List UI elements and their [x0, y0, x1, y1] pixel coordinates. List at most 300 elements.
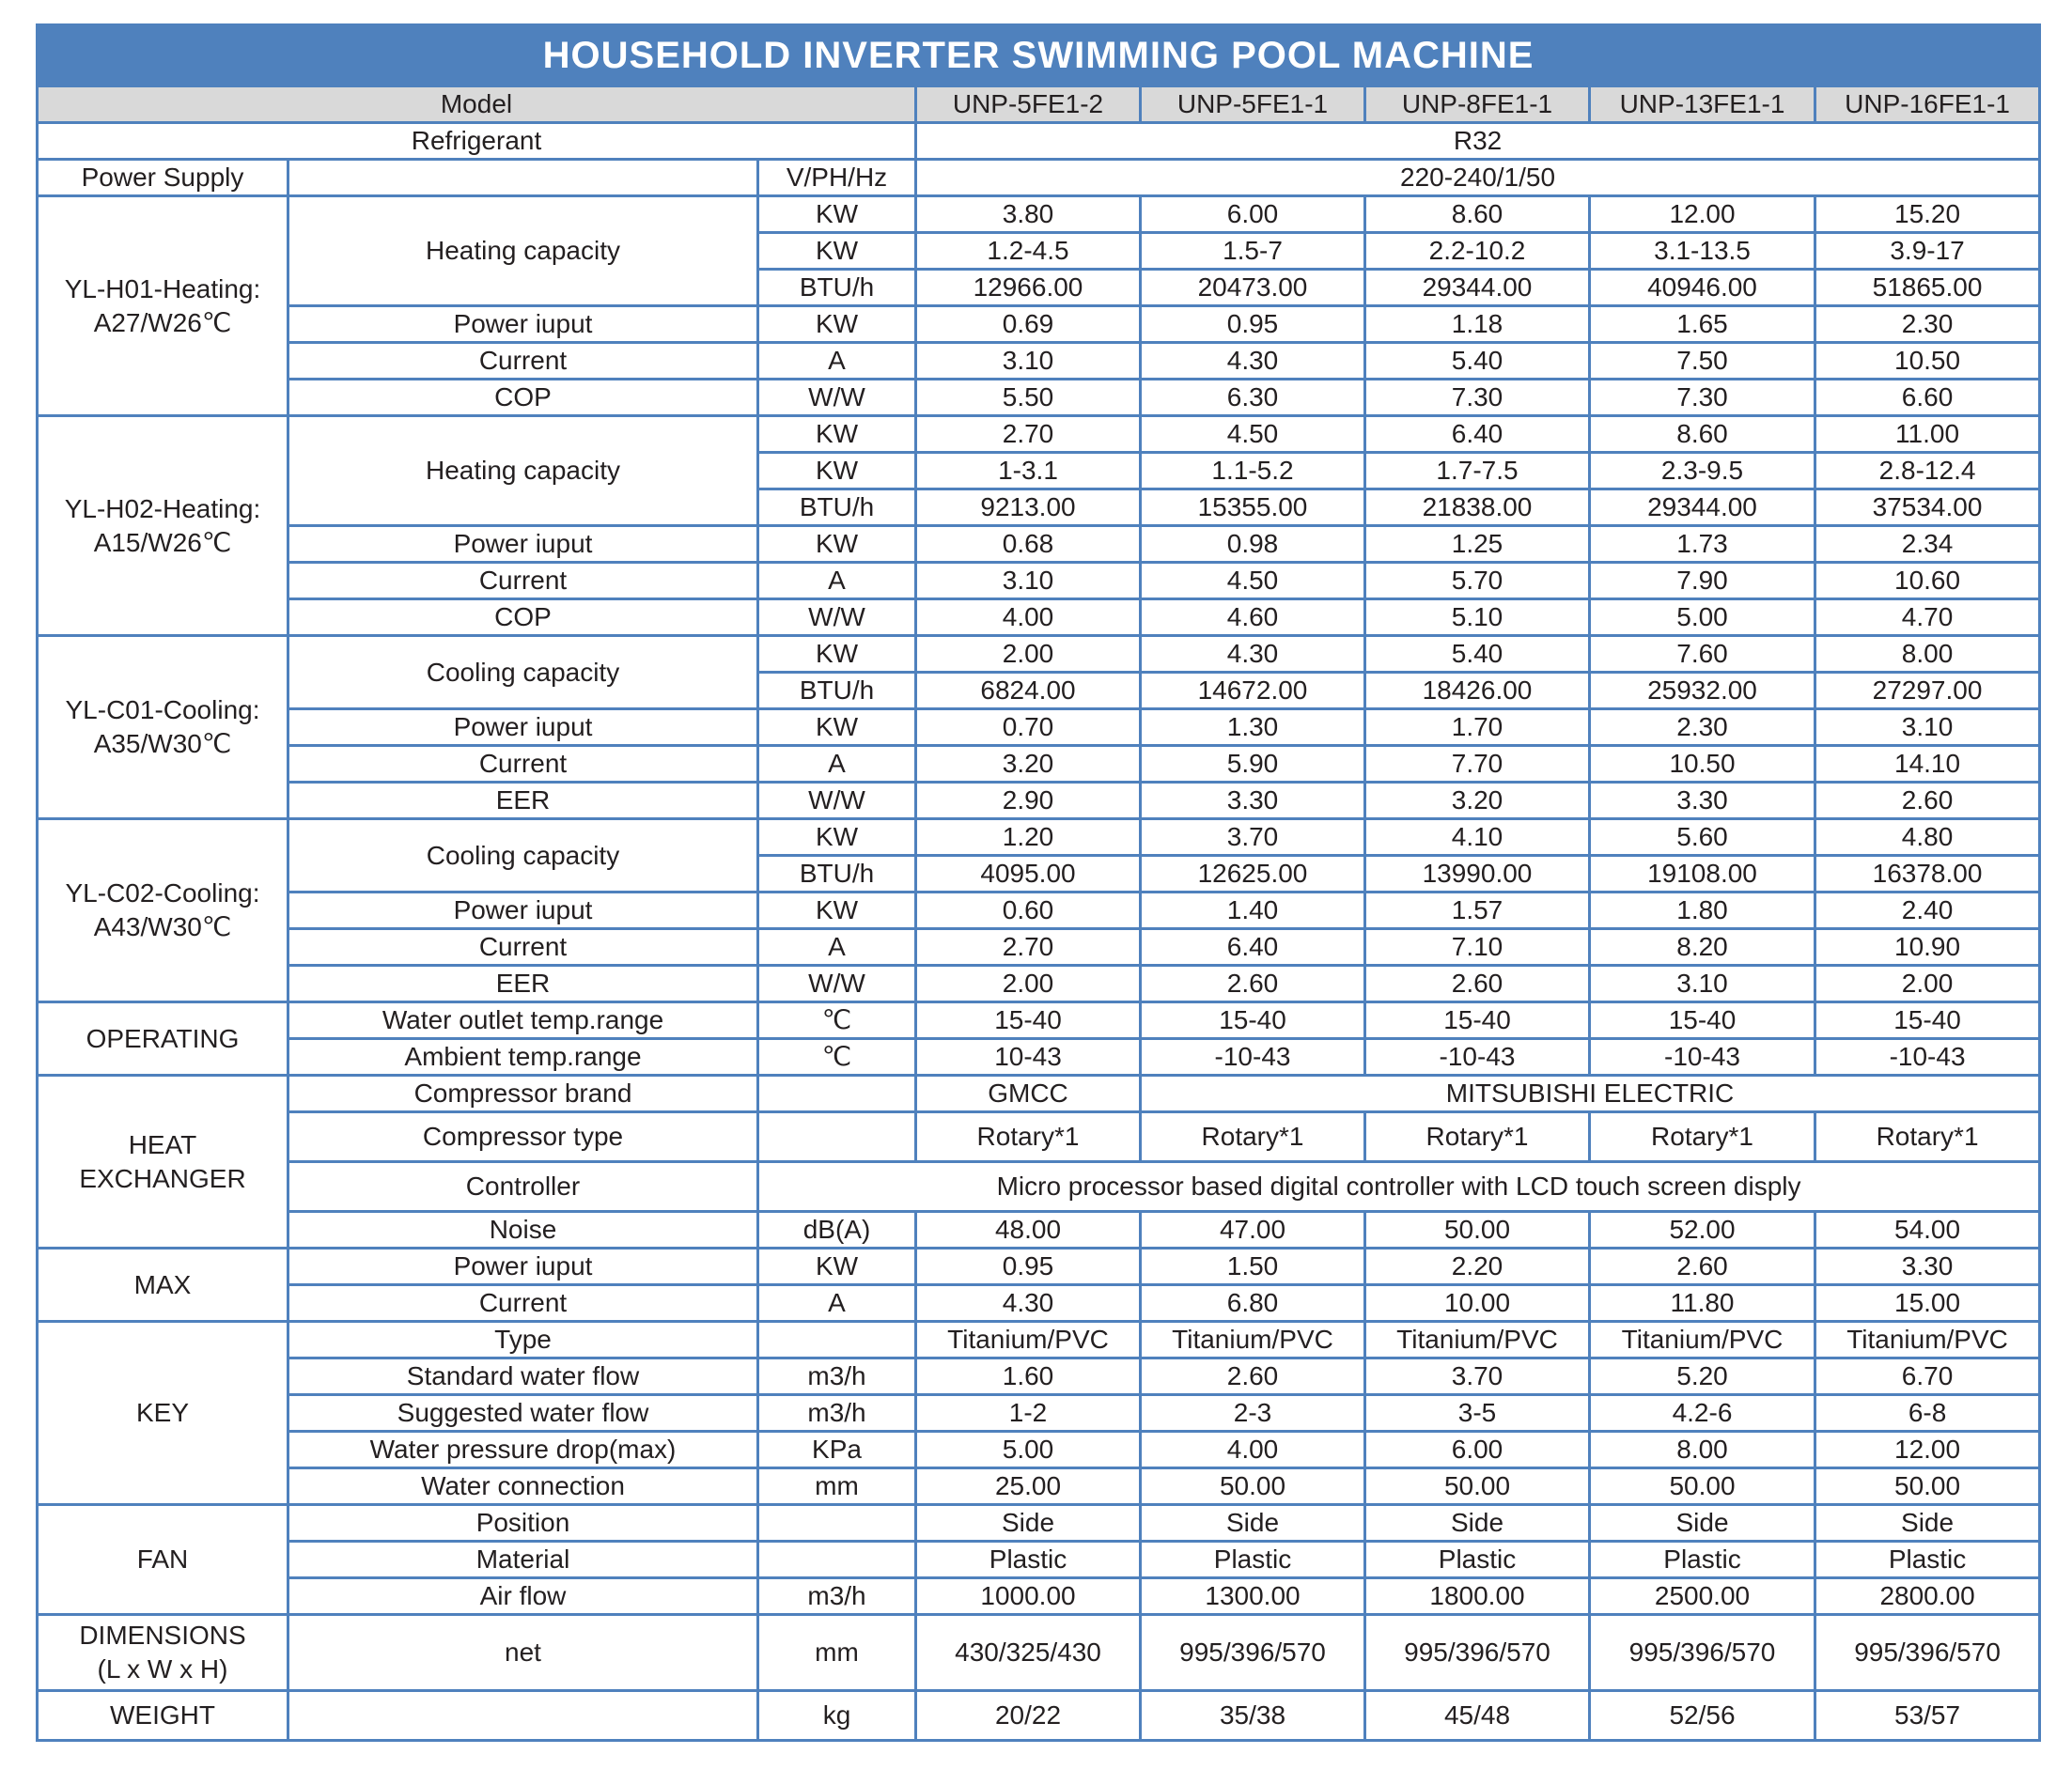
unit-cell — [758, 1542, 916, 1578]
unit-cell: KW — [758, 526, 916, 563]
value-cell: 3.30 — [1141, 783, 1365, 819]
value-cell: 3.10 — [916, 563, 1141, 599]
c02-row — [38, 929, 2040, 966]
value-cell: 10.90 — [1815, 929, 2040, 966]
unit-cell: ℃ — [758, 1039, 916, 1076]
value-cell: 995/396/570 — [1815, 1615, 2040, 1691]
value-cell: 0.95 — [1141, 306, 1365, 343]
value-cell: GMCC — [916, 1076, 1141, 1112]
value-cell: 11.00 — [1815, 416, 2040, 453]
operating-row — [38, 1039, 2040, 1076]
value-cell: 10.50 — [1590, 746, 1815, 783]
value-cell: 1.30 — [1141, 709, 1365, 746]
parameter-label: Current — [288, 929, 758, 966]
value-cell: 4.80 — [1815, 819, 2040, 856]
parameter-label: Water connection — [288, 1468, 758, 1505]
value-cell: 0.69 — [916, 306, 1141, 343]
value-cell: 6824.00 — [916, 673, 1141, 709]
value-cell: 3.70 — [1141, 819, 1365, 856]
parameter-label: Current — [288, 746, 758, 783]
unit-cell: W/W — [758, 380, 916, 416]
value-cell: 12625.00 — [1141, 856, 1365, 892]
parameter-label: Current — [288, 343, 758, 380]
section-label: MAX — [38, 1249, 288, 1322]
value-cell: Titanium/PVC — [1365, 1322, 1590, 1358]
h02-row — [38, 416, 2040, 453]
value-cell: MITSUBISHI ELECTRIC — [1141, 1076, 2040, 1112]
value-cell: 19108.00 — [1590, 856, 1815, 892]
unit-cell: V/PH/Hz — [758, 160, 916, 196]
unit-cell: m3/h — [758, 1358, 916, 1395]
value-cell: 0.60 — [916, 892, 1141, 929]
refrigerant-label: Refrigerant — [38, 123, 916, 160]
c01-row — [38, 709, 2040, 746]
value-cell: 4.00 — [916, 599, 1141, 636]
value-cell: 50.00 — [1365, 1468, 1590, 1505]
weight-row — [38, 1691, 2040, 1741]
value-cell: 1.80 — [1590, 892, 1815, 929]
value-cell: 7.60 — [1590, 636, 1815, 673]
value-cell: 47.00 — [1141, 1212, 1365, 1249]
table-title: HOUSEHOLD INVERTER SWIMMING POOL MACHINE — [38, 25, 2040, 86]
value-cell: 40946.00 — [1590, 270, 1815, 306]
value-cell: Side — [1590, 1505, 1815, 1542]
value-cell: 6.40 — [1141, 929, 1365, 966]
h02-row — [38, 526, 2040, 563]
value-cell: 2.60 — [1815, 783, 2040, 819]
parameter-label: Water pressure drop(max) — [288, 1432, 758, 1468]
parameter-label: Power iuput — [288, 892, 758, 929]
parameter-label: EER — [288, 783, 758, 819]
value-cell: 2.70 — [916, 416, 1141, 453]
unit-cell: BTU/h — [758, 270, 916, 306]
key-row — [38, 1358, 2040, 1395]
fan-row — [38, 1505, 2040, 1542]
value-cell: 13990.00 — [1365, 856, 1590, 892]
parameter-label: EER — [288, 966, 758, 1002]
value-cell: 5.40 — [1365, 343, 1590, 380]
value-cell: 50.00 — [1141, 1468, 1365, 1505]
value-cell: 2.70 — [916, 929, 1141, 966]
value-cell: 45/48 — [1365, 1691, 1590, 1741]
unit-cell: KW — [758, 416, 916, 453]
value-cell: 2.34 — [1815, 526, 2040, 563]
unit-cell: W/W — [758, 599, 916, 636]
value-cell: Side — [1365, 1505, 1590, 1542]
parameter-label: Cooling capacity — [288, 819, 758, 892]
value-cell: 4.60 — [1141, 599, 1365, 636]
key-row — [38, 1432, 2040, 1468]
value-cell: 27297.00 — [1815, 673, 2040, 709]
parameter-label: COP — [288, 380, 758, 416]
value-cell: 0.68 — [916, 526, 1141, 563]
fan-row — [38, 1542, 2040, 1578]
section-label: HEAT EXCHANGER — [38, 1076, 288, 1249]
value-cell: 37534.00 — [1815, 489, 2040, 526]
value-cell: 3.1-13.5 — [1590, 233, 1815, 270]
value-cell: 10-43 — [916, 1039, 1141, 1076]
unit-cell: KW — [758, 306, 916, 343]
value-cell: 15.00 — [1815, 1285, 2040, 1322]
value-cell: 12.00 — [1590, 196, 1815, 233]
value-cell: 20/22 — [916, 1691, 1141, 1741]
value-cell: 2.60 — [1141, 966, 1365, 1002]
value-cell: 52.00 — [1590, 1212, 1815, 1249]
value-cell: 8.20 — [1590, 929, 1815, 966]
unit-cell: KW — [758, 636, 916, 673]
value-cell: 5.00 — [916, 1432, 1141, 1468]
value-cell: Rotary*1 — [1365, 1112, 1590, 1162]
value-cell: 4.50 — [1141, 563, 1365, 599]
unit-cell: mm — [758, 1468, 916, 1505]
value-cell: 1800.00 — [1365, 1578, 1590, 1615]
c01-row — [38, 746, 2040, 783]
model-name: UNP-5FE1-2 — [916, 86, 1141, 123]
parameter-label: Noise — [288, 1212, 758, 1249]
value-cell: 4.10 — [1365, 819, 1590, 856]
value-cell: -10-43 — [1815, 1039, 2040, 1076]
parameter-label: Suggested water flow — [288, 1395, 758, 1432]
value-cell: 2-3 — [1141, 1395, 1365, 1432]
unit-cell: ℃ — [758, 1002, 916, 1039]
operating-row — [38, 1002, 2040, 1039]
value-cell: 7.10 — [1365, 929, 1590, 966]
unit-cell — [758, 1505, 916, 1542]
value-cell: 15-40 — [1141, 1002, 1365, 1039]
value-cell: 6.80 — [1141, 1285, 1365, 1322]
value-cell: 1.5-7 — [1141, 233, 1365, 270]
value-cell: 8.60 — [1365, 196, 1590, 233]
section-label: YL-C01-Cooling: A35/W30℃ — [38, 636, 288, 819]
value-cell: 18426.00 — [1365, 673, 1590, 709]
unit-cell: KW — [758, 892, 916, 929]
value-cell: 1-2 — [916, 1395, 1141, 1432]
value-cell: 4.30 — [916, 1285, 1141, 1322]
unit-cell: KW — [758, 196, 916, 233]
value-cell: 1.25 — [1365, 526, 1590, 563]
value-cell: 15.20 — [1815, 196, 2040, 233]
h01-row — [38, 306, 2040, 343]
section-label: OPERATING — [38, 1002, 288, 1076]
value-cell: 2.00 — [916, 636, 1141, 673]
value-cell: Rotary*1 — [1815, 1112, 2040, 1162]
value-cell: 3.70 — [1365, 1358, 1590, 1395]
value-cell: Side — [1141, 1505, 1365, 1542]
value-cell: 2.60 — [1590, 1249, 1815, 1285]
value-cell: Rotary*1 — [1590, 1112, 1815, 1162]
parameter-label: Compressor brand — [288, 1076, 758, 1112]
value-cell: 3.30 — [1815, 1249, 2040, 1285]
value-cell: 995/396/570 — [1141, 1615, 1365, 1691]
value-cell: 2.90 — [916, 783, 1141, 819]
value-cell: 1.65 — [1590, 306, 1815, 343]
value-cell: 29344.00 — [1365, 270, 1590, 306]
value-cell: 14672.00 — [1141, 673, 1365, 709]
value-cell: 20473.00 — [1141, 270, 1365, 306]
value-cell: 16378.00 — [1815, 856, 2040, 892]
value-cell: 4.00 — [1141, 1432, 1365, 1468]
model-name: UNP-16FE1-1 — [1815, 86, 2040, 123]
value-cell: 0.70 — [916, 709, 1141, 746]
value-cell: 15-40 — [1365, 1002, 1590, 1039]
model-label: Model — [38, 86, 916, 123]
value-cell: 4.2-6 — [1590, 1395, 1815, 1432]
value-cell: 2800.00 — [1815, 1578, 2040, 1615]
section-label: YL-C02-Cooling: A43/W30℃ — [38, 819, 288, 1002]
value-cell: 6.40 — [1365, 416, 1590, 453]
value-cell: 15-40 — [916, 1002, 1141, 1039]
refrigerant-value: R32 — [916, 123, 2040, 160]
unit-cell — [758, 1112, 916, 1162]
model-name: UNP-13FE1-1 — [1590, 86, 1815, 123]
value-cell: 25932.00 — [1590, 673, 1815, 709]
unit-cell: KPa — [758, 1432, 916, 1468]
value-cell: 2.20 — [1365, 1249, 1590, 1285]
value-cell: 0.95 — [916, 1249, 1141, 1285]
c02-row — [38, 819, 2040, 856]
value-cell: 1.70 — [1365, 709, 1590, 746]
value-cell: 7.30 — [1365, 380, 1590, 416]
key-row — [38, 1468, 2040, 1505]
value-cell: Side — [1815, 1505, 2040, 1542]
unit-cell: kg — [758, 1691, 916, 1741]
value-cell: 2.2-10.2 — [1365, 233, 1590, 270]
unit-cell: KW — [758, 1249, 916, 1285]
value-cell: 53/57 — [1815, 1691, 2040, 1741]
value-cell: 1.57 — [1365, 892, 1590, 929]
parameter-label: Ambient temp.range — [288, 1039, 758, 1076]
value-cell: 4.70 — [1815, 599, 2040, 636]
c02-row — [38, 892, 2040, 929]
value-cell: 1.40 — [1141, 892, 1365, 929]
value-cell: -10-43 — [1590, 1039, 1815, 1076]
value-cell: 12.00 — [1815, 1432, 2040, 1468]
model-name: UNP-8FE1-1 — [1365, 86, 1590, 123]
value-cell: 1.7-7.5 — [1365, 453, 1590, 489]
value-cell: 35/38 — [1141, 1691, 1365, 1741]
parameter-label: Power iuput — [288, 526, 758, 563]
unit-cell: A — [758, 563, 916, 599]
unit-cell: BTU/h — [758, 673, 916, 709]
value-cell: Titanium/PVC — [916, 1322, 1141, 1358]
parameter-label: Position — [288, 1505, 758, 1542]
value-cell: 10.60 — [1815, 563, 2040, 599]
value-cell: 48.00 — [916, 1212, 1141, 1249]
parameter-label: Power iuput — [288, 1249, 758, 1285]
value-cell: 3.10 — [1590, 966, 1815, 1002]
parameter-label: Compressor type — [288, 1112, 758, 1162]
model-name: UNP-5FE1-1 — [1141, 86, 1365, 123]
value-cell: 2500.00 — [1590, 1578, 1815, 1615]
compressor-type-row — [38, 1112, 2040, 1162]
value-cell: Plastic — [1815, 1542, 2040, 1578]
value-cell: 2.60 — [1365, 966, 1590, 1002]
max-row — [38, 1249, 2040, 1285]
section-label: YL-H01-Heating: A27/W26℃ — [38, 196, 288, 416]
value-cell: 6.30 — [1141, 380, 1365, 416]
value-cell: 21838.00 — [1365, 489, 1590, 526]
c02-row — [38, 966, 2040, 1002]
value-cell: 5.20 — [1590, 1358, 1815, 1395]
section-label: FAN — [38, 1505, 288, 1615]
unit-cell: m3/h — [758, 1578, 916, 1615]
parameter-label: Standard water flow — [288, 1358, 758, 1395]
parameter-label: Air flow — [288, 1578, 758, 1615]
value-cell: 6-8 — [1815, 1395, 2040, 1432]
parameter-label: COP — [288, 599, 758, 636]
value-cell: 1300.00 — [1141, 1578, 1365, 1615]
unit-cell: BTU/h — [758, 489, 916, 526]
value-cell: Side — [916, 1505, 1141, 1542]
c01-row — [38, 783, 2040, 819]
value-cell: 15-40 — [1815, 1002, 2040, 1039]
unit-cell: W/W — [758, 783, 916, 819]
value-cell: 3-5 — [1365, 1395, 1590, 1432]
fan-row — [38, 1578, 2040, 1615]
value-cell: 7.70 — [1365, 746, 1590, 783]
value-cell: 4095.00 — [916, 856, 1141, 892]
unit-cell: A — [758, 746, 916, 783]
value-cell: 2.40 — [1815, 892, 2040, 929]
empty-cell — [288, 160, 758, 196]
value-cell: 4.30 — [1141, 343, 1365, 380]
value-cell: 2.00 — [916, 966, 1141, 1002]
value-cell: 25.00 — [916, 1468, 1141, 1505]
value-cell: 5.60 — [1590, 819, 1815, 856]
value-cell: 1.1-5.2 — [1141, 453, 1365, 489]
parameter-label — [288, 1691, 758, 1741]
value-cell: Rotary*1 — [916, 1112, 1141, 1162]
value-cell: 7.30 — [1590, 380, 1815, 416]
section-label: YL-H02-Heating: A15/W26℃ — [38, 416, 288, 636]
value-cell: 14.10 — [1815, 746, 2040, 783]
parameter-label: Cooling capacity — [288, 636, 758, 709]
value-cell: 6.60 — [1815, 380, 2040, 416]
value-cell: 50.00 — [1365, 1212, 1590, 1249]
c01-row — [38, 636, 2040, 673]
section-label: KEY — [38, 1322, 288, 1505]
value-cell: 7.50 — [1590, 343, 1815, 380]
value-cell: 995/396/570 — [1365, 1615, 1590, 1691]
value-cell: 3.20 — [916, 746, 1141, 783]
value-cell: 5.40 — [1365, 636, 1590, 673]
value-cell: 6.70 — [1815, 1358, 2040, 1395]
value-cell: 5.90 — [1141, 746, 1365, 783]
parameter-label: Current — [288, 563, 758, 599]
value-cell: 1.60 — [916, 1358, 1141, 1395]
unit-cell — [758, 1322, 916, 1358]
value-cell: 11.80 — [1590, 1285, 1815, 1322]
value-cell: 1.73 — [1590, 526, 1815, 563]
unit-cell: KW — [758, 819, 916, 856]
value-cell: 3.10 — [1815, 709, 2040, 746]
max-row — [38, 1285, 2040, 1322]
value-cell: 995/396/570 — [1590, 1615, 1815, 1691]
unit-cell: W/W — [758, 966, 916, 1002]
unit-cell: dB(A) — [758, 1212, 916, 1249]
value-cell: 6.00 — [1141, 196, 1365, 233]
value-cell: 3.20 — [1365, 783, 1590, 819]
value-cell: 1.2-4.5 — [916, 233, 1141, 270]
value-cell: 8.00 — [1590, 1432, 1815, 1468]
value-cell: Titanium/PVC — [1815, 1322, 2040, 1358]
value-cell: 15-40 — [1590, 1002, 1815, 1039]
value-cell: 5.70 — [1365, 563, 1590, 599]
parameter-label: Current — [288, 1285, 758, 1322]
value-cell: 5.00 — [1590, 599, 1815, 636]
value-cell: 7.90 — [1590, 563, 1815, 599]
value-cell: 52/56 — [1590, 1691, 1815, 1741]
unit-cell: KW — [758, 709, 916, 746]
value-cell: Plastic — [916, 1542, 1141, 1578]
h01-row — [38, 196, 2040, 233]
parameter-label: Power iuput — [288, 709, 758, 746]
value-cell: 2.60 — [1141, 1358, 1365, 1395]
unit-cell: mm — [758, 1615, 916, 1691]
value-cell: 3.10 — [916, 343, 1141, 380]
power-supply-value: 220-240/1/50 — [916, 160, 2040, 196]
compressor-brand-row — [38, 1076, 2040, 1112]
value-cell: 8.00 — [1815, 636, 2040, 673]
model-header-row — [38, 86, 2040, 123]
value-cell: 15355.00 — [1141, 489, 1365, 526]
value-cell: Plastic — [1365, 1542, 1590, 1578]
value-cell: 3.30 — [1590, 783, 1815, 819]
value-cell: Rotary*1 — [1141, 1112, 1365, 1162]
value-cell: 2.00 — [1815, 966, 2040, 1002]
value-cell: Titanium/PVC — [1590, 1322, 1815, 1358]
h01-row — [38, 343, 2040, 380]
value-cell: 9213.00 — [916, 489, 1141, 526]
key-row — [38, 1395, 2040, 1432]
value-cell: Plastic — [1590, 1542, 1815, 1578]
value-cell: 1.20 — [916, 819, 1141, 856]
power-supply-row — [38, 160, 2040, 196]
value-cell: 6.00 — [1365, 1432, 1590, 1468]
value-cell: -10-43 — [1365, 1039, 1590, 1076]
value-cell: 1000.00 — [916, 1578, 1141, 1615]
key-row — [38, 1322, 2040, 1358]
power-supply-label: Power Supply — [38, 160, 288, 196]
parameter-label: Water outlet temp.range — [288, 1002, 758, 1039]
parameter-label: net — [288, 1615, 758, 1691]
value-cell: 1.18 — [1365, 306, 1590, 343]
parameter-label: Heating capacity — [288, 196, 758, 306]
value-cell: 2.30 — [1815, 306, 2040, 343]
value-cell: 8.60 — [1590, 416, 1815, 453]
h01-row — [38, 380, 2040, 416]
value-cell: 3.9-17 — [1815, 233, 2040, 270]
value-cell: 50.00 — [1590, 1468, 1815, 1505]
value-cell: 2.3-9.5 — [1590, 453, 1815, 489]
value-cell: 2.30 — [1590, 709, 1815, 746]
value-cell: 1.50 — [1141, 1249, 1365, 1285]
spec-table — [36, 23, 2041, 1742]
h02-row — [38, 563, 2040, 599]
unit-cell — [758, 1076, 916, 1112]
value-cell: 5.50 — [916, 380, 1141, 416]
unit-cell: A — [758, 1285, 916, 1322]
value-cell: Titanium/PVC — [1141, 1322, 1365, 1358]
controller-row — [38, 1162, 2040, 1212]
value-cell: 29344.00 — [1590, 489, 1815, 526]
value-cell: Micro processor based digital controller with LCD touch screen disply — [758, 1162, 2040, 1212]
unit-cell: A — [758, 929, 916, 966]
value-cell: 3.80 — [916, 196, 1141, 233]
refrigerant-row — [38, 123, 2040, 160]
parameter-label: Material — [288, 1542, 758, 1578]
unit-cell: KW — [758, 233, 916, 270]
